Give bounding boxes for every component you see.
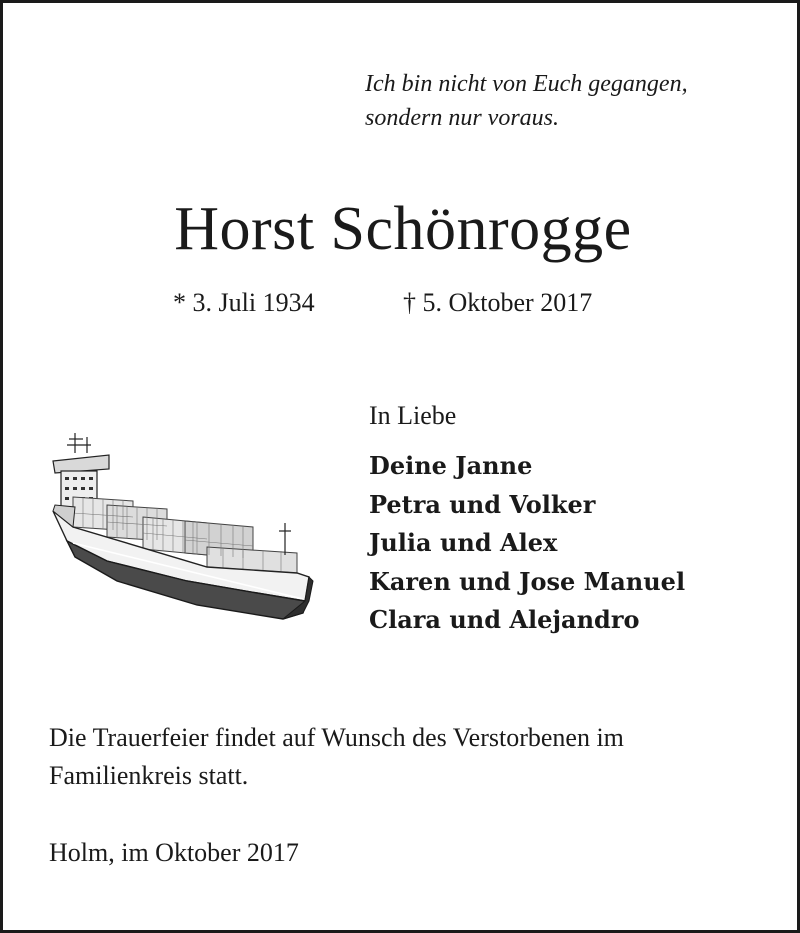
deceased-name: Horst Schönrogge [174, 195, 632, 263]
mourner-name: Deine Janne [369, 451, 533, 480]
container-ship-icon [47, 431, 317, 631]
mourner-name: Clara und Alejandro [369, 605, 640, 634]
mourners-list [369, 447, 685, 640]
mourners-intro: In Liebe [369, 401, 457, 430]
mourner-name: Julia und Alex [369, 528, 558, 557]
memorial-quote [365, 67, 785, 135]
quote-line-1: Ich bin nicht von Euch gegangen, [365, 71, 688, 97]
funeral-notice-line-2: Familienkreis statt. [49, 761, 249, 790]
place-and-date: Holm, im Oktober 2017 [49, 838, 299, 867]
mourner-name: Karen und Jose Manuel [369, 566, 686, 596]
mourner-name: Petra und Volker [369, 489, 596, 519]
funeral-notice [49, 719, 769, 795]
birth-date: * 3. Juli 1934 [173, 288, 315, 317]
death-date: † 5. Oktober 2017 [403, 288, 593, 317]
quote-line-2: sondern nur voraus. [365, 105, 560, 131]
funeral-notice-line-1: Die Trauerfeier findet auf Wunsch des Verstorbenen im [49, 723, 624, 752]
